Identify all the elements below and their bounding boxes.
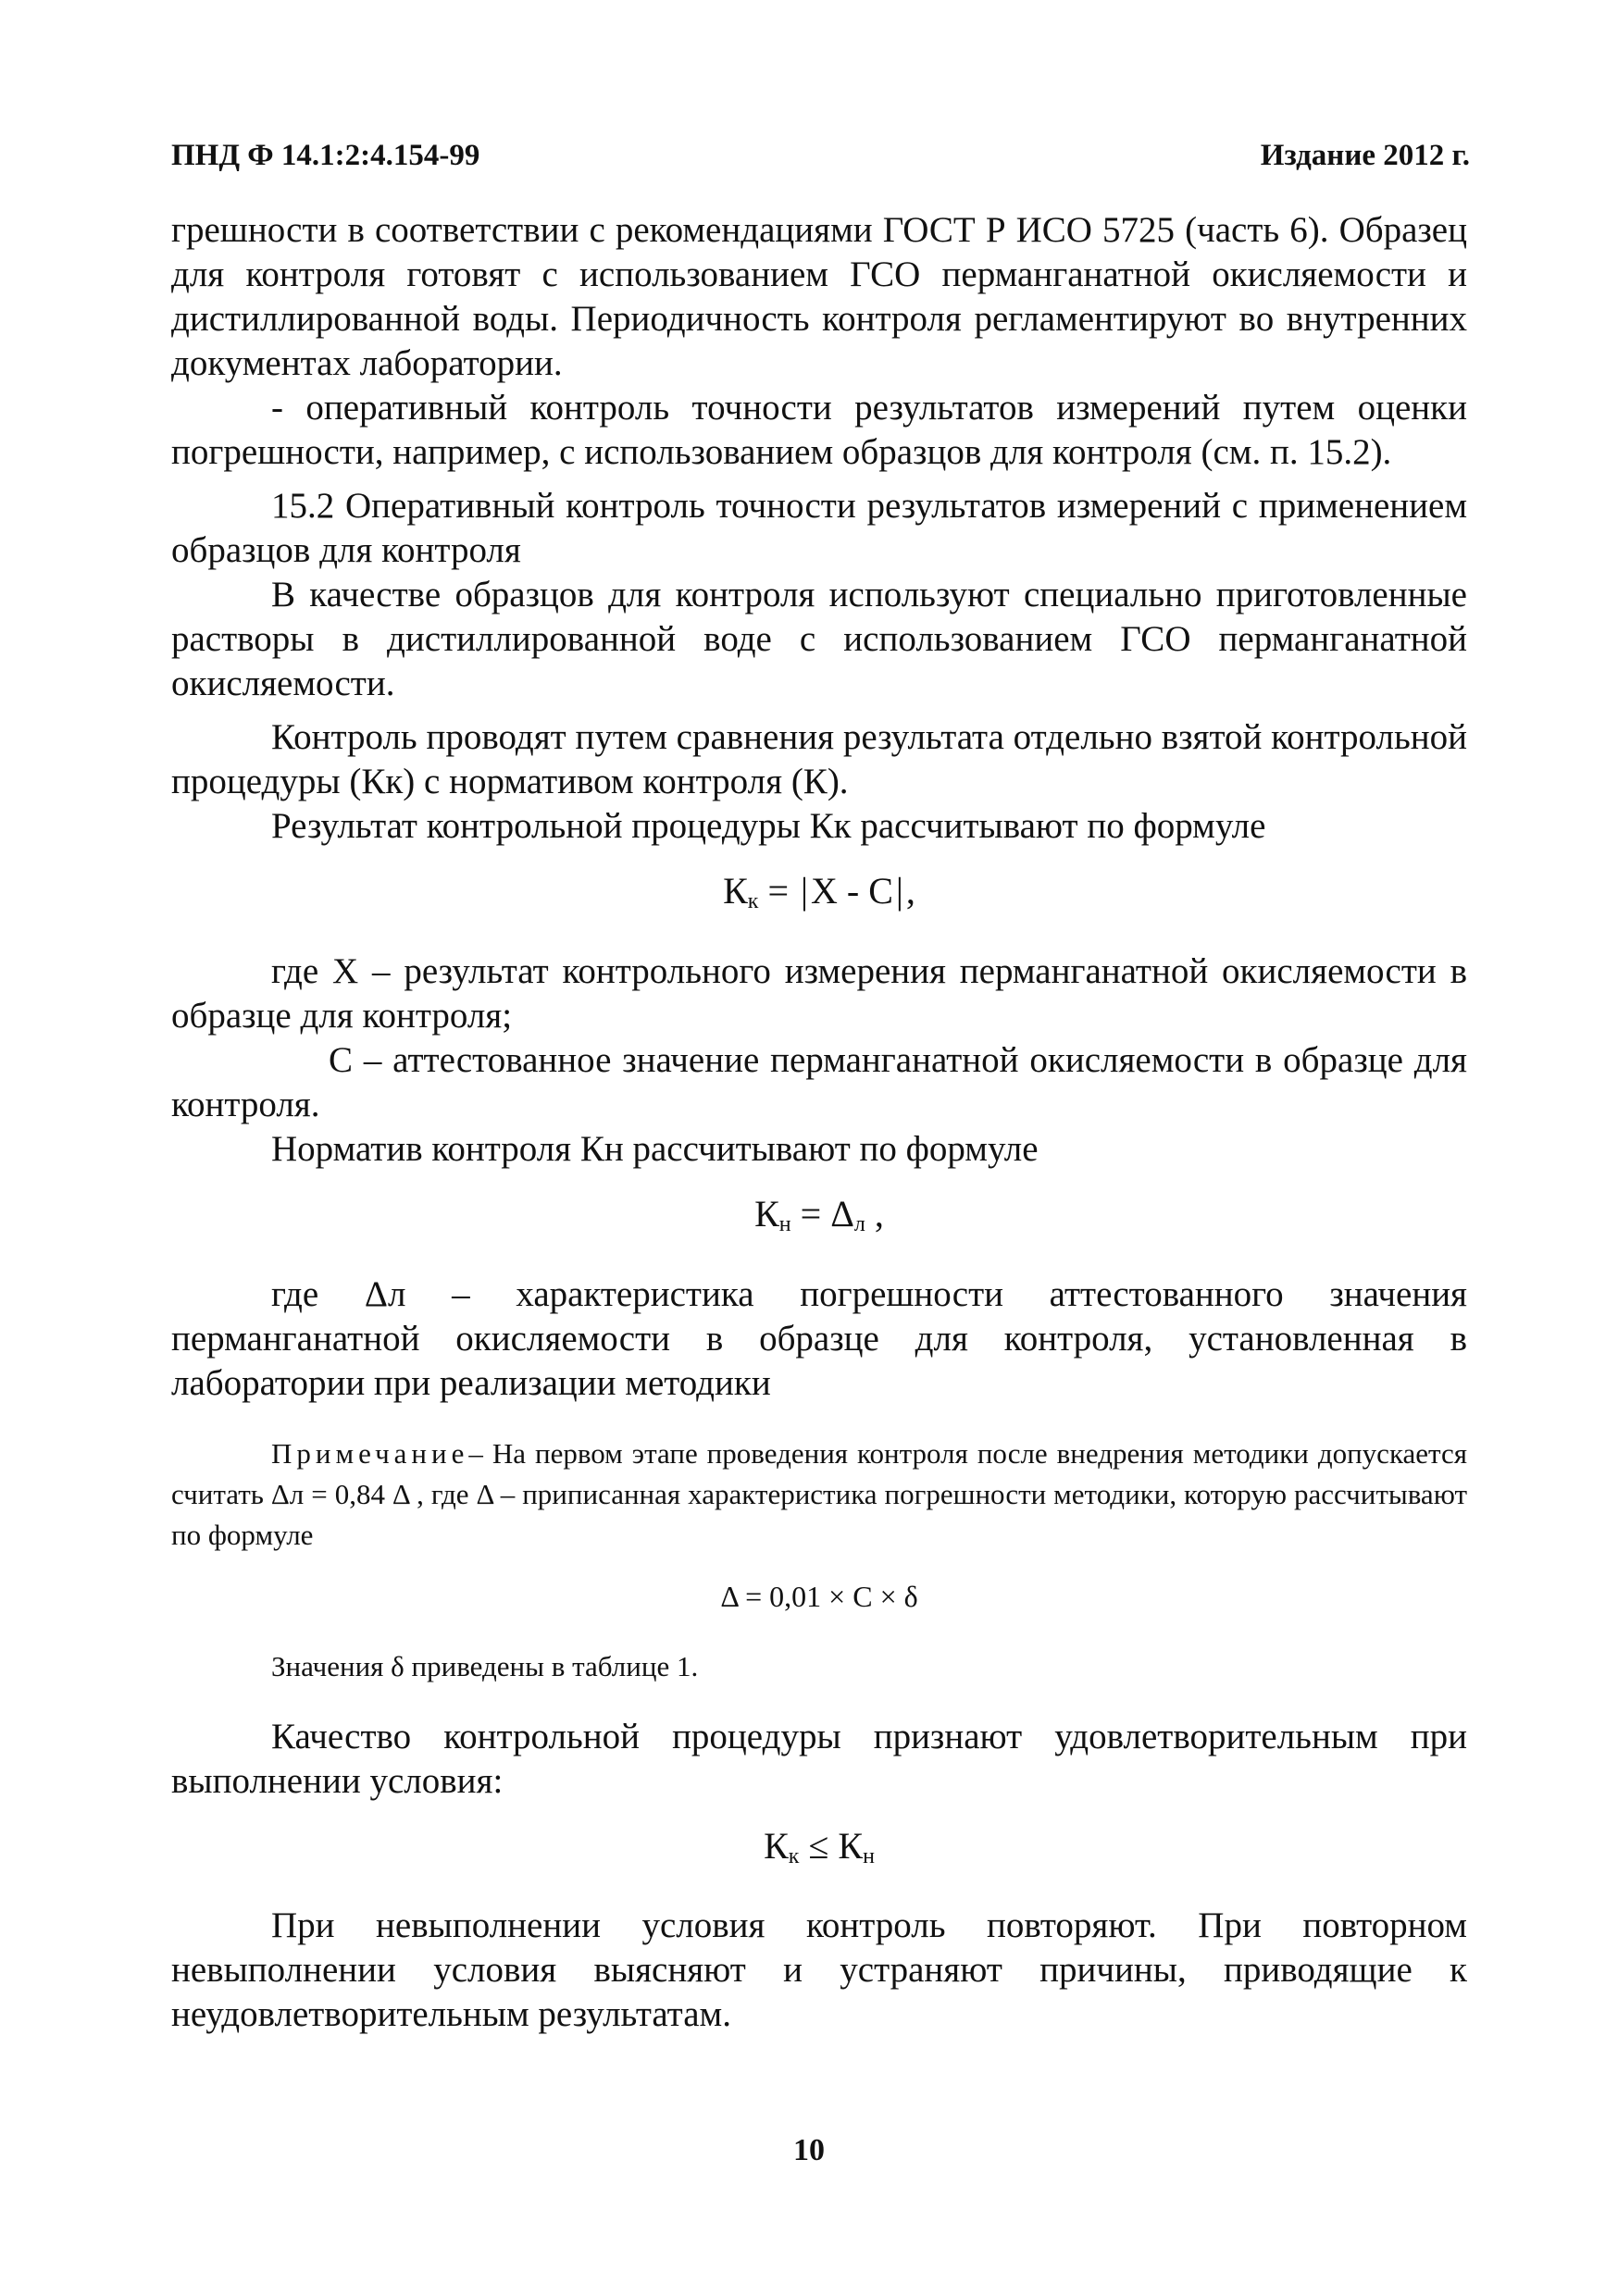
paragraph: грешности в соответствии с рекомендациями ГОСТ Р ИСО 5725 (часть 6). Образец для контроля готовят с использованием ГСО перманганатной окисляемости и дистиллированной воды. Периодичность контроля регламентируют во внутренних документах лаборатории.: [171, 210, 1467, 383]
paragraph: Качество контрольной процедуры признают удовлетворительным при выполнении условия:: [171, 1716, 1467, 1801]
note-text: – На первом этапе проведения контроля после внедрения методики допускается считать Δл = 0,84 Δ , где Δ – приписанная характеристика погрешности методики, которую рассчитывают по формуле: [171, 1436, 1467, 1551]
formula-kn: Кн = Δл ,: [754, 1192, 884, 1236]
paragraph: С – аттестованное значение перманганатной окисляемости в образце для контроля.: [171, 1039, 1467, 1124]
paragraph: Контроль проводят путем сравнения результата отдельно взятой контрольной процедуры (Кк) с нормативом контроля (К).: [171, 717, 1467, 801]
note: [171, 1433, 1467, 1556]
paragraph: где X – результат контрольного измерения перманганатной окисляемости в образце для контроля;: [171, 950, 1467, 1036]
note-after: Значения δ приведены в таблице 1.: [271, 1649, 699, 1682]
section-heading: 15.2 Оперативный контроль точности результатов измерений с применением образцов для контроля: [171, 486, 1467, 570]
edition-label: Издание 2012 г.: [1260, 139, 1470, 172]
note-label: Примечание: [271, 1436, 469, 1470]
page-number: 10: [793, 2133, 825, 2167]
formula-kk: Кк = |X - C|,: [723, 870, 915, 913]
document-body: [171, 208, 1467, 2037]
formula-condition: Кк ≤ Кн: [764, 1824, 875, 1868]
paragraph: Результат контрольной процедуры Кк рассчитывают по формуле: [271, 806, 1266, 846]
formula-delta: Δ = 0,01 × C × δ: [720, 1579, 918, 1613]
paragraph: где Δл – характеристика погрешности аттестованного значения перманганатной окисляемости в образце для контроля, установленная в лаборатории при реализации методики: [171, 1273, 1467, 1403]
document-code: ПНД Ф 14.1:2:4.154-99: [171, 139, 480, 172]
paragraph: - оперативный контроль точности результатов измерений путем оценки погрешности, например, с использованием образцов для контроля (см. п. 15.2).: [171, 388, 1467, 472]
paragraph: При невыполнении условия контроль повторяют. При повторном невыполнении условия выясняют и устраняют причины, приводящие к неудовлетворительным результатам.: [171, 1905, 1467, 2035]
paragraph: В качестве образцов для контроля используют специально приготовленные растворы в дистиллированной воде с использованием ГСО перманганатной окисляемости.: [171, 575, 1467, 703]
paragraph: Норматив контроля Кн рассчитывают по формуле: [271, 1128, 1039, 1169]
